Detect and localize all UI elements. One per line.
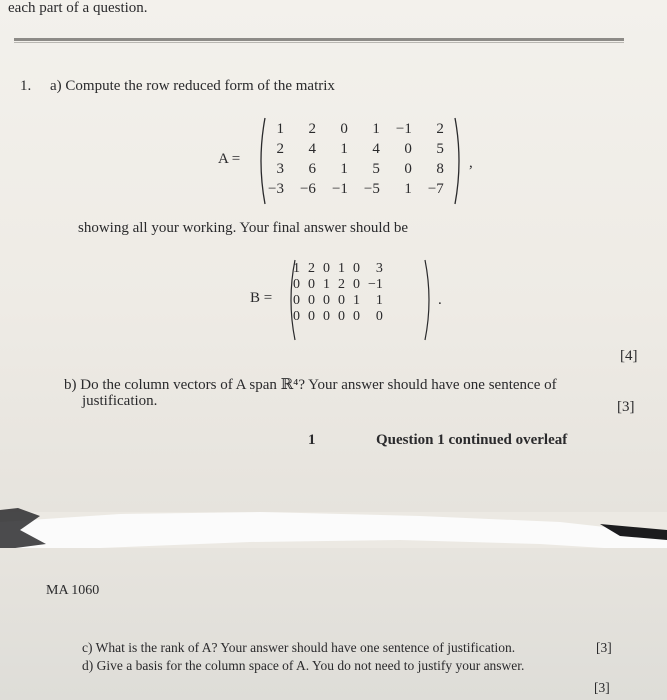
matrix-a-cell: 1 xyxy=(340,141,348,157)
matrix-a-label: A = xyxy=(218,151,241,167)
divider-line-thin xyxy=(14,42,624,43)
matrix-a-cell: 4 xyxy=(308,141,316,157)
matrix-a-cell: 2 xyxy=(276,141,284,157)
header-text: each part of a question. xyxy=(8,0,148,16)
page-number: 1 xyxy=(308,432,316,448)
matrix-b-table xyxy=(289,261,387,325)
divider-line xyxy=(14,38,624,41)
matrix-a-table xyxy=(260,119,452,199)
matrix-a-cell: 4 xyxy=(372,141,380,157)
matrix-b-cell: 1 xyxy=(293,261,300,276)
matrix-a-cell: −1 xyxy=(331,181,348,197)
marks-b: [3] xyxy=(617,399,635,415)
matrix-b-cell: 0 xyxy=(293,309,300,324)
matrix-b-cell: 0 xyxy=(323,293,330,308)
matrix-a xyxy=(256,116,464,206)
matrix-b-cell: 0 xyxy=(293,293,300,308)
matrix-a-cell: 2 xyxy=(436,121,444,137)
matrix-b-cell: 0 xyxy=(338,309,345,324)
matrix-b-cell: 0 xyxy=(323,261,330,276)
matrix-b-cell: 1 xyxy=(338,261,345,276)
matrix-b-cell: 2 xyxy=(338,277,345,292)
matrix-a-cell: 5 xyxy=(436,141,444,157)
part-c: c) What is the rank of A? Your answer should have one sentence of justification. xyxy=(82,640,516,655)
right-paren-icon xyxy=(424,258,434,342)
matrix-b-cell: 1 xyxy=(353,293,360,308)
matrix-b xyxy=(286,258,436,342)
matrix-b-cell: 0 xyxy=(338,293,345,308)
matrix-a-cell: 2 xyxy=(308,121,316,137)
matrix-a-cell: 1 xyxy=(372,121,380,137)
matrix-b-cell: 0 xyxy=(308,293,315,308)
matrix-b-cell: −1 xyxy=(368,277,383,292)
marks-c: [3] xyxy=(596,640,612,655)
part-b-line1: b) Do the column vectors of A span ℝ⁴? Your answer should have one sentence of xyxy=(64,377,557,393)
right-paren-icon xyxy=(454,116,464,206)
matrix-b-cell: 0 xyxy=(308,277,315,292)
matrix-a-cell: −3 xyxy=(268,181,284,197)
marks-a: [4] xyxy=(620,348,638,364)
continued-text: Question 1 continued overleaf xyxy=(376,432,568,448)
matrix-a-row xyxy=(260,159,452,179)
part-b-line2: justification. xyxy=(82,393,158,409)
matrix-b-row xyxy=(289,293,387,309)
matrix-b-cell: 0 xyxy=(353,309,360,324)
matrix-b-cell: 3 xyxy=(375,261,383,276)
matrix-a-cell: 0 xyxy=(404,161,412,177)
matrix-a-cell: 6 xyxy=(308,161,316,177)
matrix-a-row xyxy=(260,179,452,199)
matrix-b-cell: 0 xyxy=(293,277,300,292)
matrix-b-cell: 0 xyxy=(375,309,383,324)
marks-d: [3] xyxy=(594,680,610,695)
part-a-working: showing all your working. Your final answer should be xyxy=(78,220,408,236)
matrix-b-row xyxy=(289,261,387,277)
matrix-a-cell: 1 xyxy=(340,161,348,177)
matrix-a-row xyxy=(260,119,452,139)
part-d: d) Give a basis for the column space of A. You do not need to justify your answer. xyxy=(82,658,525,673)
matrix-a-row xyxy=(260,139,452,159)
matrix-a-cell: 3 xyxy=(276,161,284,177)
matrix-b-cell: 0 xyxy=(353,261,360,276)
matrix-b-cell: 2 xyxy=(308,261,315,276)
exam-page-2 xyxy=(0,548,667,700)
matrix-a-cell: 0 xyxy=(404,141,412,157)
matrix-b-label: B = xyxy=(250,290,273,306)
matrix-a-cell: −1 xyxy=(395,121,412,137)
matrix-a-cell: 0 xyxy=(340,121,348,137)
matrix-a-cell: 8 xyxy=(436,161,444,177)
matrix-a-cell: −5 xyxy=(363,181,380,197)
matrix-a-cell: −6 xyxy=(299,181,316,197)
course-code: MA 1060 xyxy=(46,583,100,598)
matrix-b-trailing: . xyxy=(438,292,442,308)
matrix-a-cell: 1 xyxy=(276,121,284,137)
question-number: 1. xyxy=(20,78,32,94)
matrix-b-cell: 0 xyxy=(353,277,360,292)
matrix-a-cell: −7 xyxy=(427,181,444,197)
matrix-b-row xyxy=(289,277,387,293)
matrix-a-trailing: , xyxy=(469,155,473,171)
matrix-b-cell: 1 xyxy=(323,277,330,292)
matrix-b-cell: 0 xyxy=(308,309,315,324)
matrix-a-cell: 5 xyxy=(372,161,380,177)
part-a-intro: a) Compute the row reduced form of the matrix xyxy=(50,78,335,94)
matrix-b-cell: 1 xyxy=(375,293,383,308)
matrix-b-cell: 0 xyxy=(323,309,330,324)
matrix-a-cell: 1 xyxy=(404,181,412,197)
matrix-b-row xyxy=(289,309,387,325)
